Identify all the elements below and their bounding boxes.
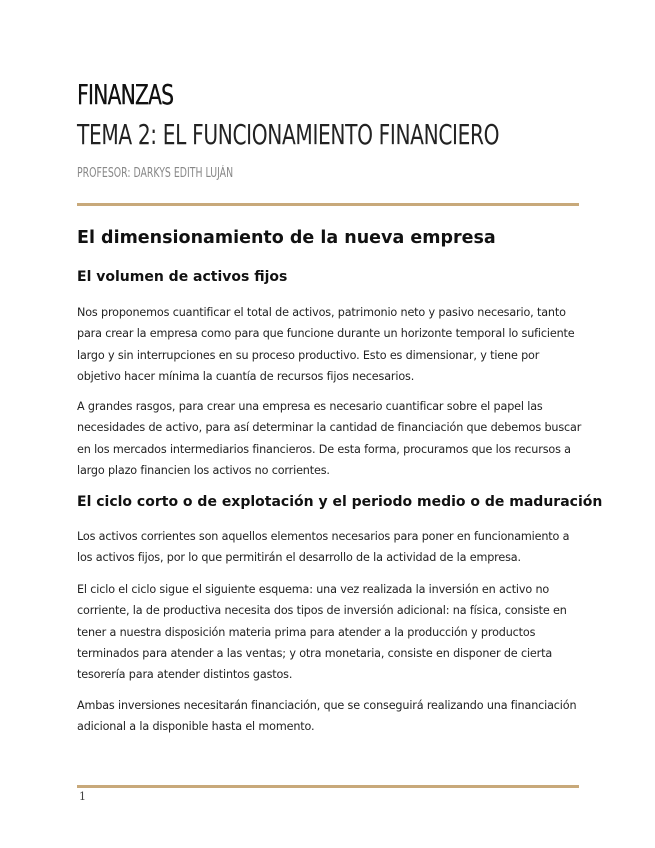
section-heading-activos-fijos: El volumen de activos fijos (77, 269, 288, 285)
header-divider (77, 203, 579, 206)
paragraph: Ambas inversiones necesitarán financiación, que se conseguirá realizando una financiación adicional a la disponible hasta el momento. (77, 699, 577, 734)
document-page (77, 0, 603, 848)
page-number: 1 (79, 790, 86, 803)
paragraph: Nos proponemos cuantificar el total de activos, patrimonio neto y pasivo necesario, tanto para crear la empresa como para que funcione durante un horizonte temporal lo suficiente largo y sin interrupciones en su proceso productivo. Esto es dimensionar, y tiene por objetivo hacer mínima la cuantía de recursos fijos necesarios. (77, 306, 575, 383)
section-heading-main: El dimensionamiento de la nueva empresa (77, 228, 496, 248)
paragraph: A grandes rasgos, para crear una empresa es necesario cuantificar sobre el papel las necesidades de activo, para así determinar la cantidad de financiación que debemos buscar en los mercados intermediarios financieros. De esta forma, procuramos que los recursos a largo plazo financien los activos no corrientes. (77, 400, 582, 477)
paragraph: El ciclo el ciclo sigue el siguiente esquema: una vez realizada la inversión en activo no corriente, la de productiva necesita dos tipos de inversión adicional: na física, consiste en tener a nuestra disposición materia prima para atender a la producción y productos terminados para atender a las ventas; y otra monetaria, consiste en disponer de cierta tesorería para atender distintos gastos. (77, 583, 567, 682)
footer-divider (77, 785, 579, 788)
document-subtitle: TEMA 2: EL FUNCIONAMIENTO FINANCIERO (77, 118, 500, 151)
section-heading-ciclo-corto: El ciclo corto o de explotación y el periodo medio o de maduración (77, 494, 603, 510)
document-title: FINANZAS (77, 78, 174, 111)
document-author: PROFESOR: DARKYS EDITH LUJÁN (77, 166, 234, 181)
paragraph: Los activos corrientes son aquellos elementos necesarios para poner en funcionamiento a los activos fijos, por lo que permitirán el desarrollo de la actividad de la empresa. (77, 530, 570, 565)
